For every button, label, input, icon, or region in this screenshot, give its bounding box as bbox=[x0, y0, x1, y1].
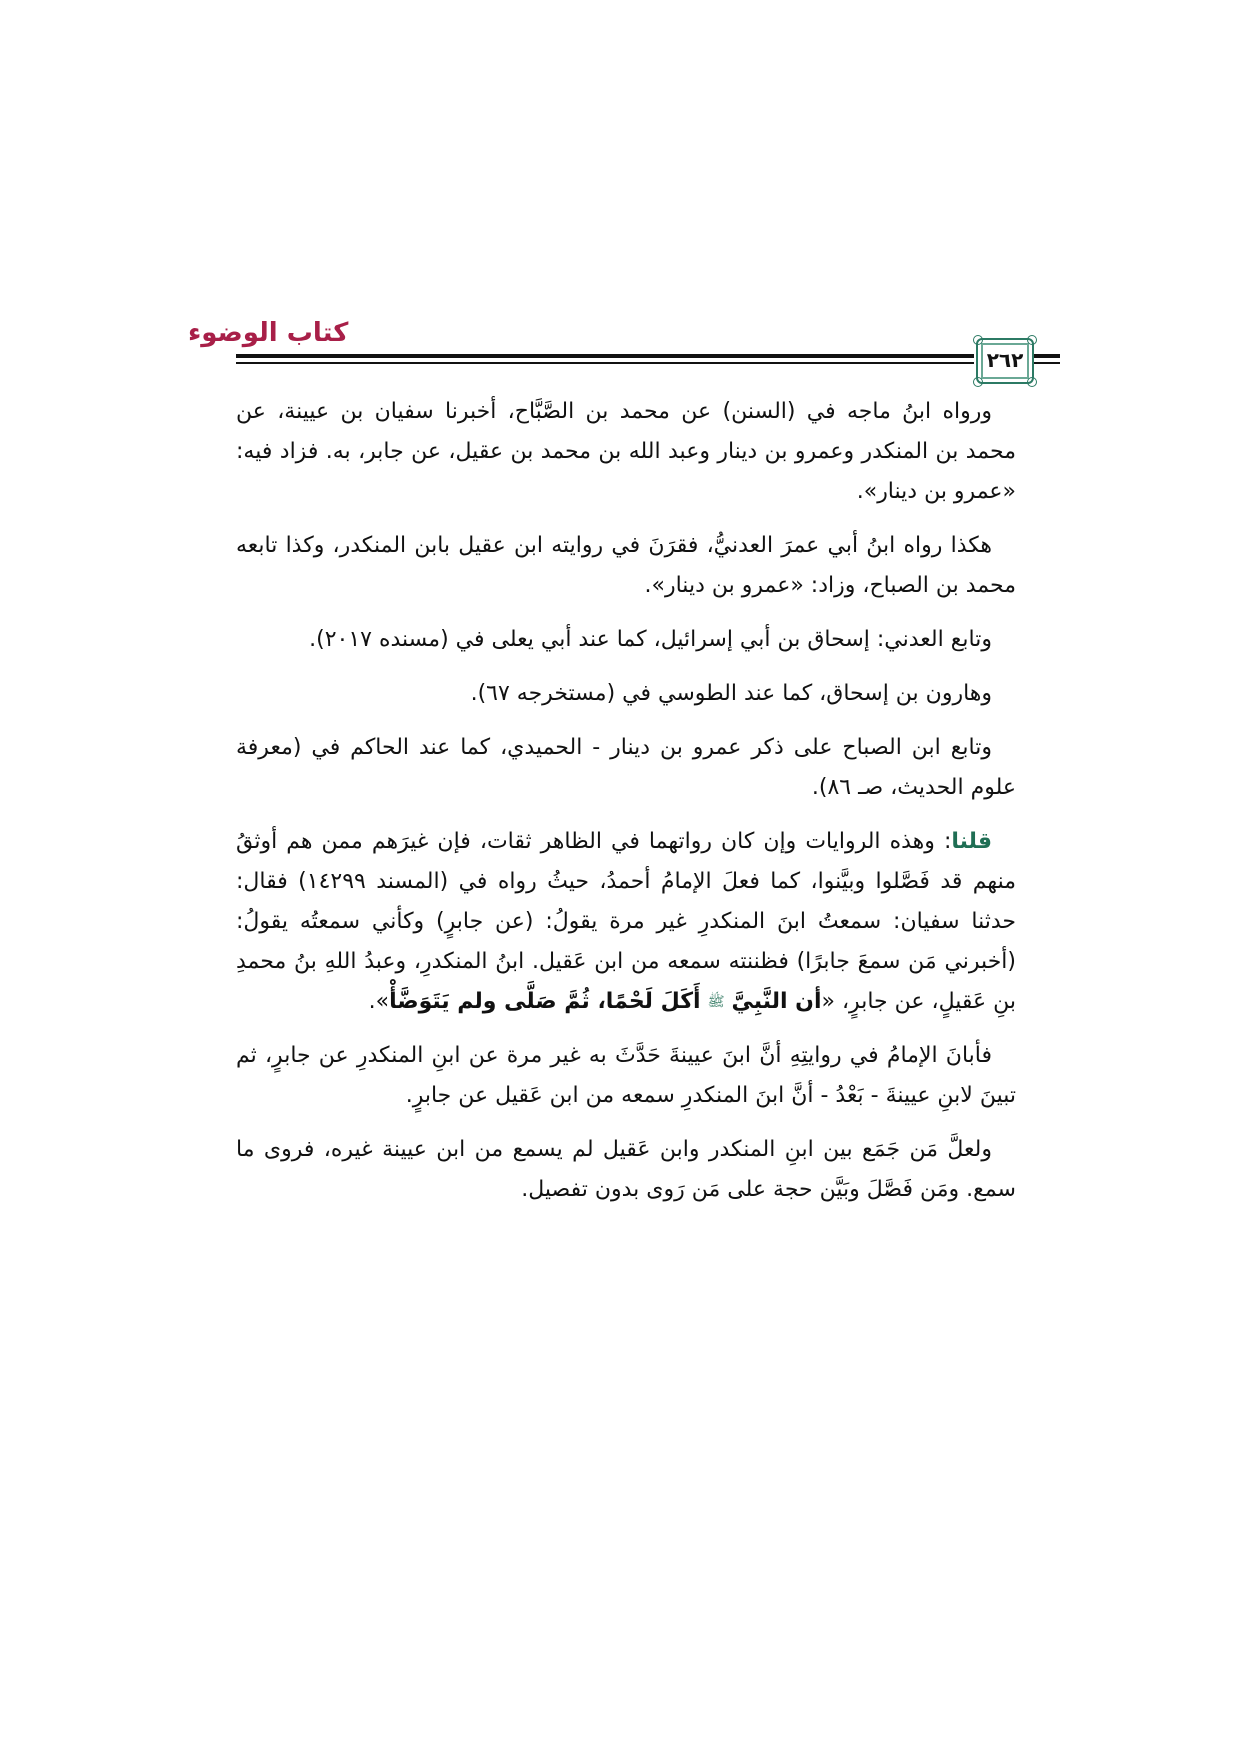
ornament-icon bbox=[1027, 335, 1037, 345]
hadith-text-start: أن النَّبِيَّ bbox=[731, 989, 822, 1014]
salawat-icon: ﷺ bbox=[707, 994, 725, 1010]
header-rule-right-thin bbox=[1030, 362, 1060, 364]
qulna-label: قلنا bbox=[951, 829, 992, 854]
qulna-text-end: ». bbox=[368, 989, 390, 1014]
paragraph: وتابع ابن الصباح على ذكر عمرو بن دينار - الحميدي، كما عند الحاكم في (معرفة علوم الحديث، صـ ٨٦). bbox=[236, 735, 1016, 800]
body-text bbox=[236, 392, 1016, 1224]
header-rule-thick bbox=[236, 354, 974, 358]
page-number-badge bbox=[976, 338, 1034, 384]
paragraph: وهارون بن إسحاق، كما عند الطوسي في (مستخرجه ٦٧). bbox=[470, 681, 992, 706]
header-rule-right-thick bbox=[1030, 354, 1060, 358]
chapter-title: كتاب الوضوء bbox=[188, 318, 349, 348]
ornament-icon bbox=[973, 335, 983, 345]
qulna-text: : وهذه الروايات وإن كان رواتهما في الظاهر ثقات، فإن غيرَهم ممن هم أوثقُ منهم قد فَصَّلوا وبيَّنوا، كما فعلَ الإمامُ أحمدُ، حيثُ رواه في (المسند ١٤٢٩٩) فقال: حدثنا سفيان: سمعتُ ابنَ المنكدرِ غير مرة يقولُ: (عن جابرٍ) وكأني سمعتُه يقولُ: (أخبرني مَن سمعَ جابرًا) فظننته سمعه من ابن عَقيل. ابنُ المنكدرِ، وعبدُ اللهِ بنُ محمدِ بنِ عَقيلٍ، عن جابرٍ، « bbox=[236, 829, 1016, 1014]
ornament-icon bbox=[1027, 377, 1037, 387]
paragraph: هكذا رواه ابنُ أبي عمرَ العدنيُّ، فقرَنَ في روايته ابن عقيل بابن المنكدر، وكذا تابعه محمد بن الصباح، وزاد: «عمرو بن دينار». bbox=[236, 533, 1016, 598]
header-rule-thin bbox=[236, 362, 974, 364]
paragraph: ولعلَّ مَن جَمَع بين ابنِ المنكدر وابن عَقيل لم يسمع من ابن عيينة غيره، فروى ما سمع. ومَن فَصَّلَ وبَيَّن حجة على مَن رَوى بدون تفصيل. bbox=[236, 1137, 1016, 1202]
paragraph: فأبانَ الإمامُ في روايتِهِ أنَّ ابنَ عيينةَ حَدَّثَ به غير مرة عن ابنِ المنكدرِ عن جابرٍ، ثم تبينَ لابنِ عيينةَ - بَعْدُ - أنَّ ابنَ المنكدرِ سمعه من ابن عَقيل عن جابرٍ. bbox=[236, 1043, 1016, 1108]
paragraph: وتابع العدني: إسحاق بن أبي إسرائيل، كما عند أبي يعلى في (مسنده ٢٠١٧). bbox=[309, 627, 992, 652]
qulna-paragraph bbox=[236, 822, 1016, 1022]
paragraph: ورواه ابنُ ماجه في (السنن) عن محمد بن الصَّبَّاح، أخبرنا سفيان بن عيينة، عن محمد بن المنكدر وعمرو بن دينار وعبد الله بن محمد بن عقيل، عن جابر، به. فزاد فيه: «عمرو بن دينار». bbox=[236, 399, 1016, 504]
page-number: ٢٦٢ bbox=[986, 348, 1024, 372]
hadith-text: أَكَلَ لَحْمًا، ثُمَّ صَلَّى ولم يَتَوَضَّأْ bbox=[389, 989, 701, 1014]
ornament-icon bbox=[973, 377, 983, 387]
